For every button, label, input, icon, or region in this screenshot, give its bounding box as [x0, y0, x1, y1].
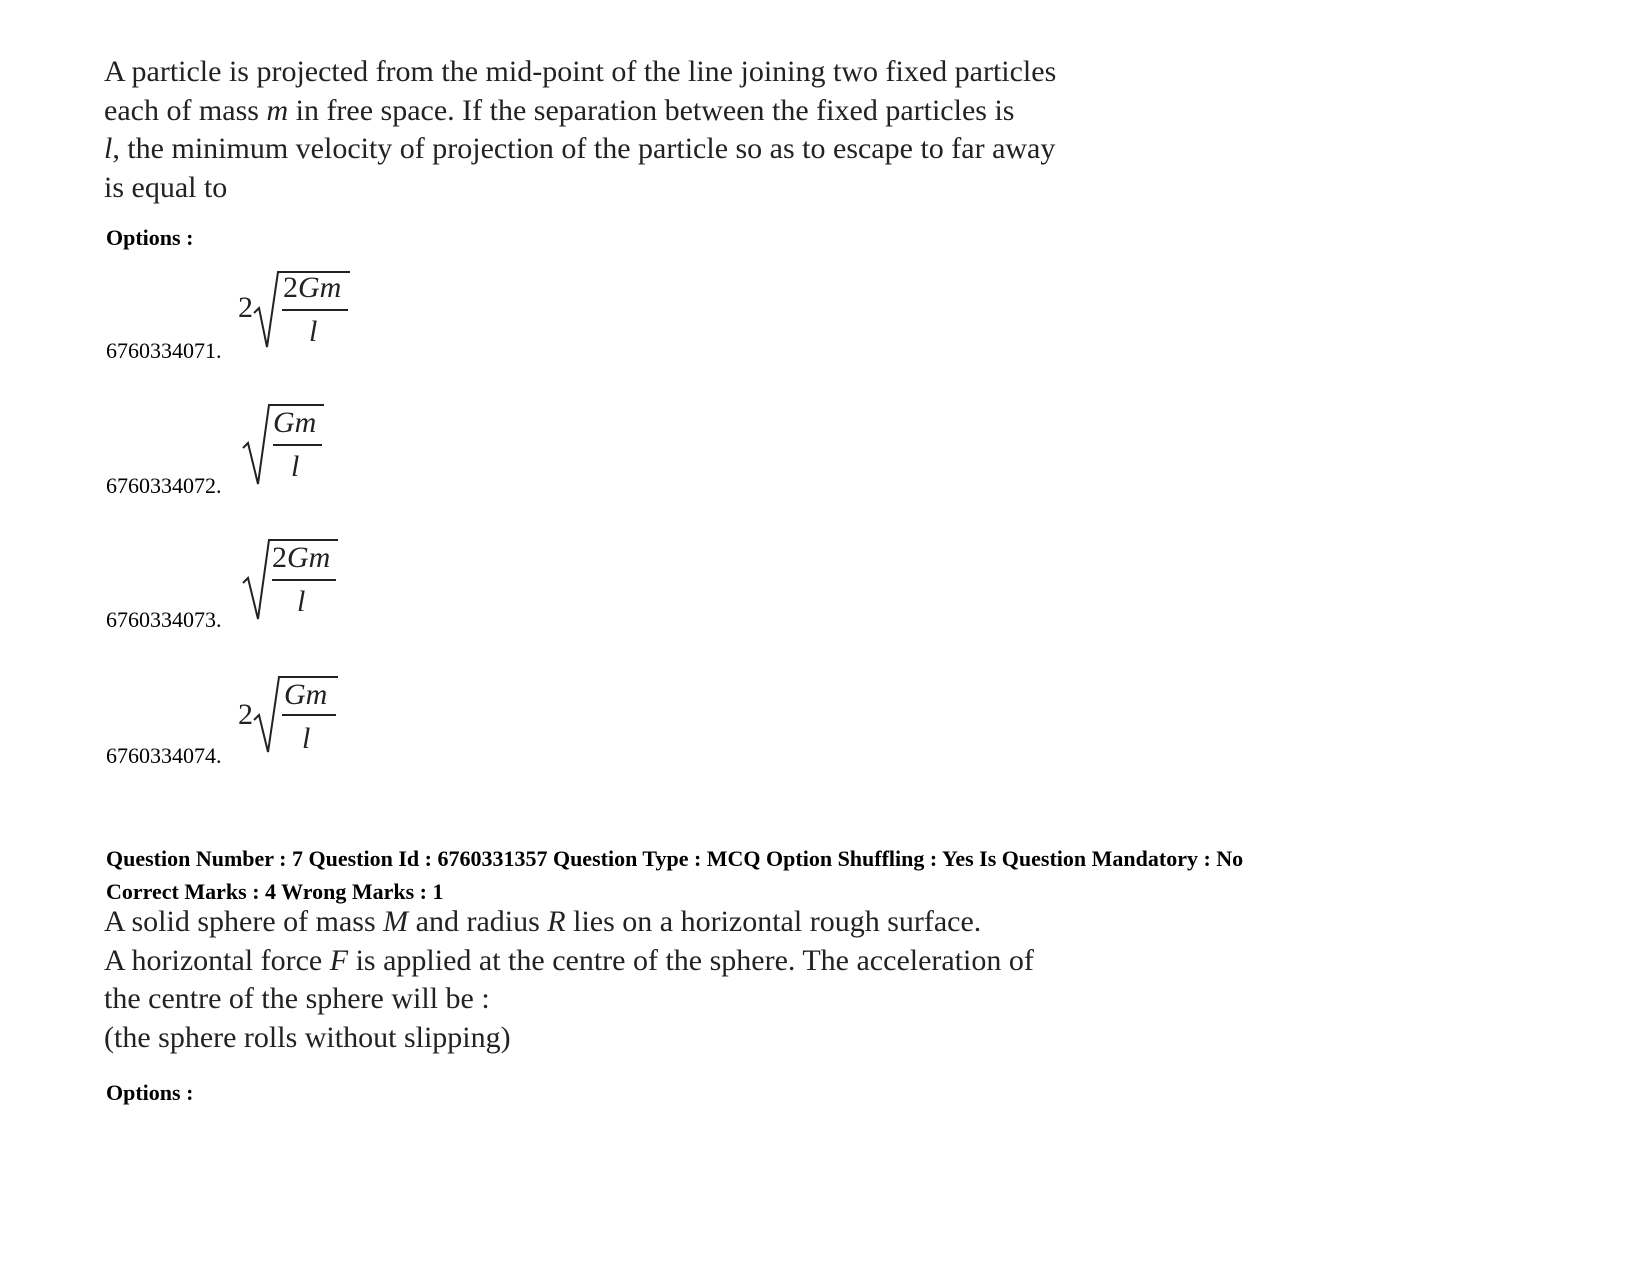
question-6-text: [104, 53, 1184, 207]
option-number: 6760334071.: [106, 338, 222, 363]
question-6-line-3: l, the minimum velocity of projection of the particle so as to escape to far away: [104, 132, 1056, 165]
option-formula: [238, 265, 358, 355]
question-7-line-1: A solid sphere of mass M and radius R lies on a horizontal rough surface.: [104, 905, 982, 938]
question-7-text: [104, 903, 1184, 1057]
question-6-line-4: is equal to: [104, 170, 228, 204]
option-number: 6760334074.: [106, 743, 222, 768]
question-7-line-3: the centre of the sphere will be :: [104, 982, 490, 1015]
formula-numerator: 2Gm: [283, 271, 342, 304]
option-number: 6760334073.: [106, 607, 222, 632]
question-7-line-2: A horizontal force F is applied at the centre of the sphere. The acceleration of: [104, 943, 1034, 977]
option-formula: [238, 535, 348, 625]
question-7-line-4: (the sphere rolls without slipping): [104, 1020, 511, 1054]
formula-denominator: l: [297, 585, 306, 618]
question-7-marks-line: Correct Marks : 4 Wrong Marks : 1: [106, 879, 444, 904]
options-label: Options :: [106, 225, 194, 250]
formula-denominator: l: [291, 450, 300, 483]
formula-numerator: 2Gm: [272, 541, 331, 574]
option-number: 6760334072.: [106, 473, 222, 498]
options-label: Options :: [106, 1080, 194, 1105]
question-6-line-2: each of mass m in free space. If the separation between the fixed particles is: [104, 93, 1015, 127]
formula-coefficient: 2: [238, 291, 253, 324]
option-formula: [238, 670, 348, 760]
question-7-metadata: [106, 842, 1243, 908]
question-6-line-1: A particle is projected from the mid-point of the line joining two fixed particles: [104, 55, 1057, 88]
formula-denominator: l: [302, 722, 311, 755]
option-formula: [238, 400, 338, 490]
question-7-meta-line-1: Question Number : 7 Question Id : 6760331357 Question Type : MCQ Option Shuffling : Yes Is Question Mandatory : No: [106, 846, 1244, 871]
formula-numerator: Gm: [284, 678, 328, 711]
formula-denominator: l: [309, 315, 318, 348]
formula-coefficient: 2: [238, 698, 253, 731]
formula-numerator: Gm: [273, 406, 317, 439]
